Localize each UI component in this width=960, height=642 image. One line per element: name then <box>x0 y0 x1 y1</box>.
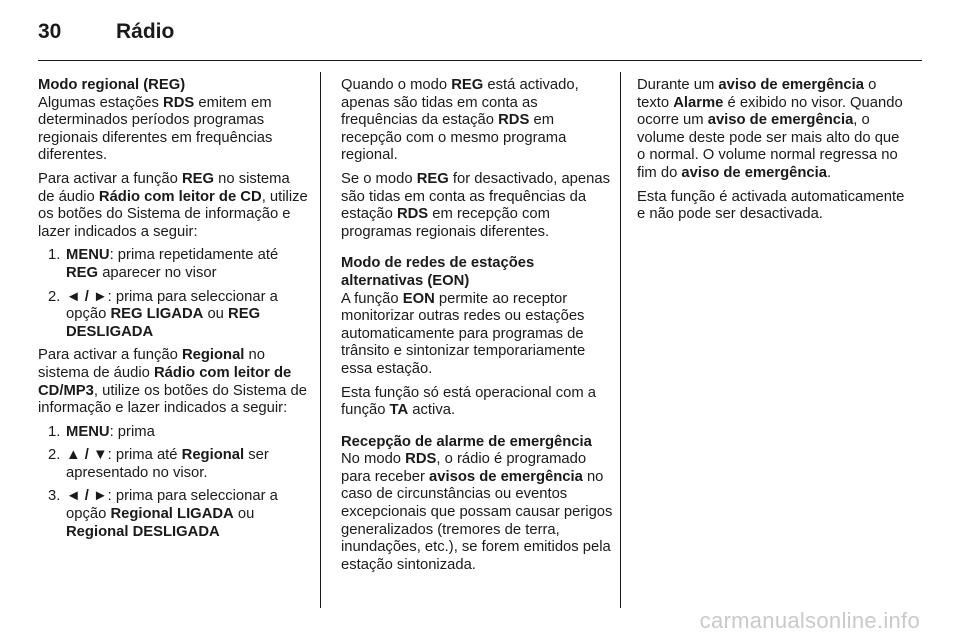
paragraph: Para activar a função REG no sistema de áudio Rádio com leitor de CD, utilize os botões do Sistema de informação e lazer indicados a seguir: <box>38 170 308 240</box>
watermark: carmanualsonline.info <box>699 608 920 633</box>
paragraph: Para activar a função Regional no sistema de áudio Rádio com leitor de CD/MP3, utilize os botões do Sistema de informação e lazer indicados a seguir: <box>38 347 307 417</box>
column-3 <box>637 77 909 230</box>
page-title: Rádio <box>116 20 175 43</box>
paragraph: Algumas estações RDS emitem em determinados períodos programas regionais diferentes em frequências diferentes. <box>38 94 273 164</box>
page-number: 30 <box>38 20 62 43</box>
page-header <box>38 16 922 61</box>
list-item: 2. ▲ / ▼: prima até Regional ser apresentado no visor. <box>48 447 269 481</box>
paragraph: Esta função só está operacional com a função TA activa. <box>341 384 596 419</box>
paragraph: Esta função é activada automaticamente e não pode ser desactivada. <box>637 188 905 223</box>
column-divider-2 <box>620 72 621 608</box>
paragraph: Quando o modo REG está activado, apenas são tidas em conta as frequências da estação RDS em recepção com o mesmo programa regional. <box>341 77 579 164</box>
column-1 <box>38 77 310 547</box>
section-heading-reg: Modo regional (REG) <box>38 77 186 93</box>
paragraph: A função EON permite ao receptor monitorizar outras redes ou estações automaticamente para programas de trânsito e sintonizar temporariamente essa estação. <box>341 290 586 377</box>
list-item: 2. ◄ / ►: prima para seleccionar a opção REG LIGADA ou REG DESLIGADA <box>48 288 278 340</box>
paragraph: Durante um aviso de emergência o texto Alarme é exibido no visor. Quando ocorre um aviso de emergência, o volume deste pode ser mais alto do que o normal. O volume normal regressa no fim do aviso de emergência. <box>637 77 903 181</box>
paragraph: No modo RDS, o rádio é programado para receber avisos de emergência no caso de circunstâncias ou eventos excepcionais que possam causar perigos generalizados (tremores de terra, inundações, etc.), se forem emitidos pela estação sintonizada. <box>341 451 613 573</box>
list-item: 1. MENU: prima <box>48 423 155 440</box>
list-item: 3. ◄ / ►: prima para seleccionar a opção Regional LIGADA ou Regional DESLIGADA <box>48 488 278 540</box>
section-heading-eon: Modo de redes de estações alternativas (EON) <box>341 255 535 289</box>
section-heading-emergency: Recepção de alarme de emergência <box>341 433 592 450</box>
list-item: 1. MENU: prima repetidamente até REG aparecer no visor <box>48 247 279 281</box>
column-divider-1 <box>320 72 321 608</box>
column-2 <box>341 77 613 580</box>
paragraph: Se o modo REG for desactivado, apenas são tidas em conta as frequências da estação RDS em recepção com programas regionais diferentes. <box>341 170 610 240</box>
